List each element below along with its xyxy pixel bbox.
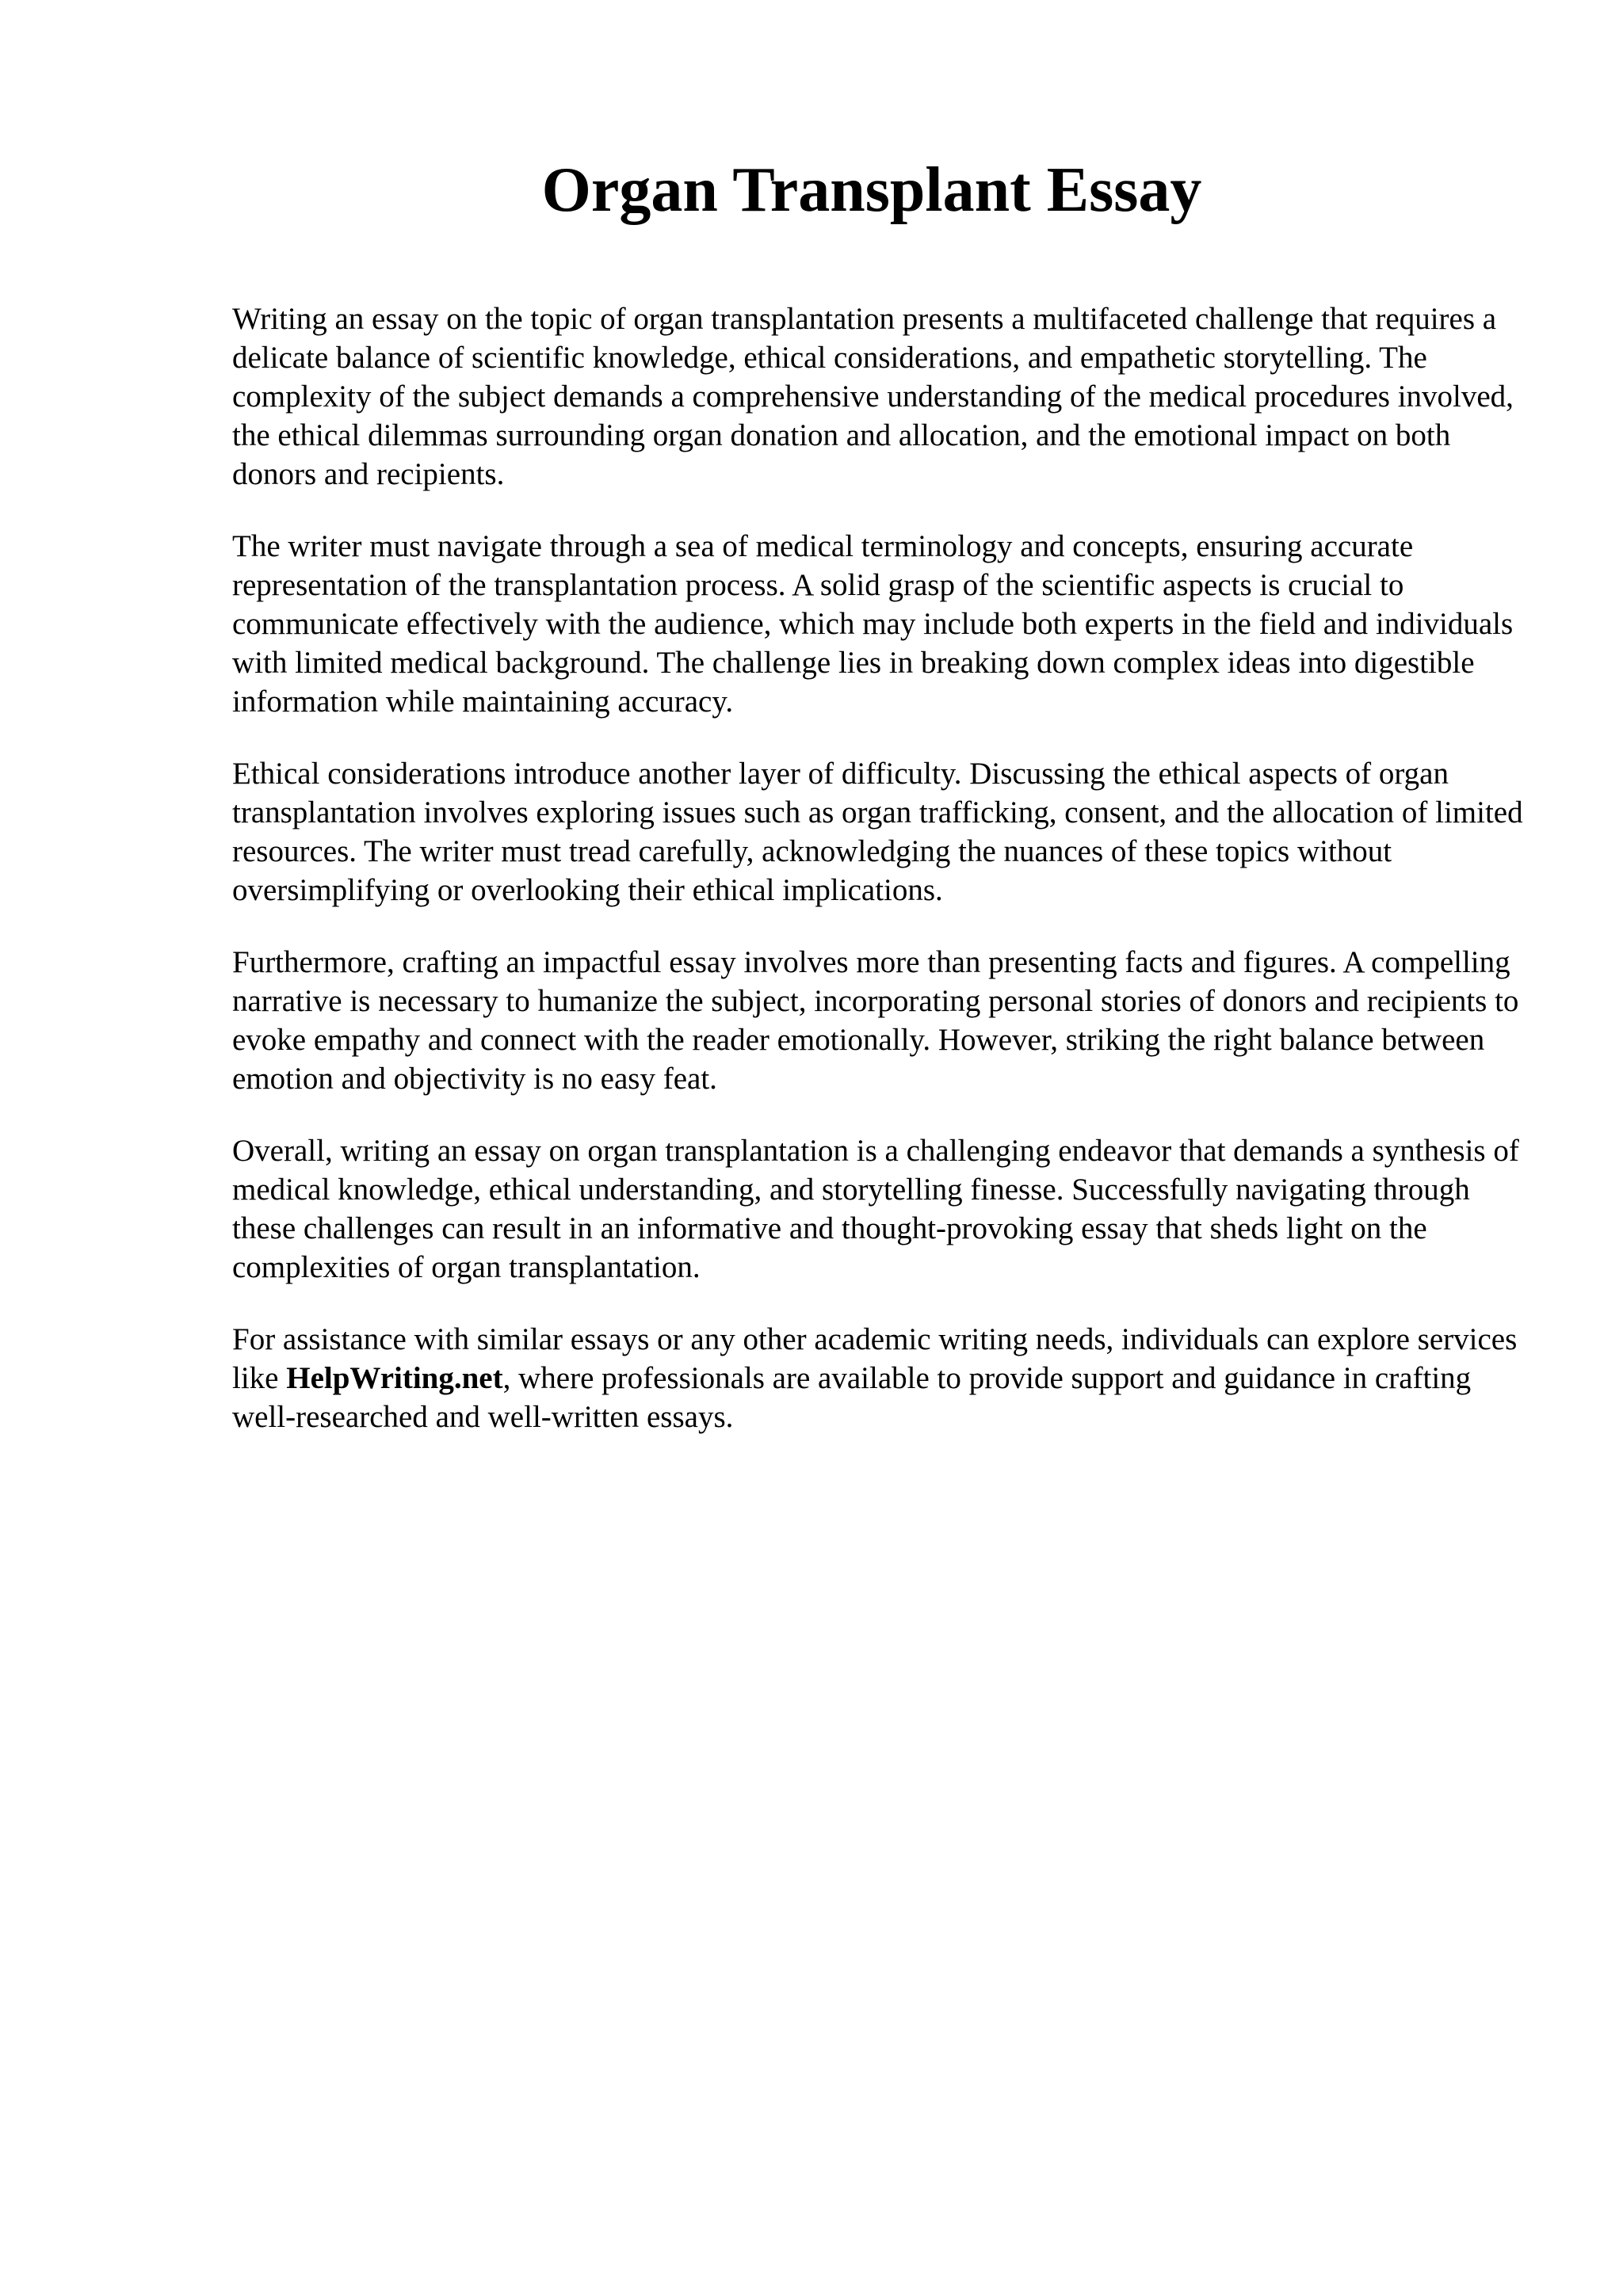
document-body [232, 299, 1540, 1470]
paragraph-2: The writer must navigate through a sea of medical terminology and concepts, ensuring accurate representation of the transplantation process. A solid grasp of the scientific aspects is crucial to communicate effectively with the audience, which may include both experts in the field and individuals with limited medical background. The challenge lies in breaking down complex ideas into digestible information while maintaining accuracy. [232, 529, 1514, 719]
document-title: Organ Transplant Essay [541, 155, 1202, 225]
paragraph-5: Overall, writing an essay on organ transplantation is a challenging endeavor that demands a synthesis of medical knowledge, ethical understanding, and storytelling finesse. Successfully navigating through these challenges can result in an informative and thought-provoking essay that sheds light on the complexities of organ transplantation. [232, 1134, 1519, 1284]
paragraph-3: Ethical considerations introduce another layer of difficulty. Discussing the ethical aspects of organ transplantation involves exploring issues such as organ trafficking, consent, and the allocation of limited resources. The writer must tread carefully, acknowledging the nuances of these topics without oversimplifying or overlooking their ethical implications. [232, 757, 1523, 907]
paragraph-1: Writing an essay on the topic of organ transplantation presents a multifaceted challenge that requires a delicate balance of scientific knowledge, ethical considerations, and empathetic storytelling. The complexity of the subject demands a comprehensive understanding of the medical procedures involved, the ethical dilemmas surrounding organ donation and allocation, and the emotional impact on both donors and recipients. [232, 302, 1514, 491]
brand-name: HelpWriting.net [286, 1361, 503, 1395]
closing-paragraph [232, 1320, 1540, 1436]
closing-text-after: , where professionals are available to provide support and guidance in crafting well-researched and well-written essays. [232, 1361, 1472, 1434]
paragraph-4: Furthermore, crafting an impactful essay involves more than presenting facts and figures. A compelling narrative is necessary to humanize the subject, incorporating personal stories of donors and recipients to evoke empathy and connect with the reader emotionally. However, striking the right balance between emotion and objectivity is no easy feat. [232, 945, 1519, 1096]
closing-text-before: For assistance with similar essays or any other academic writing needs, individuals can explore services like [232, 1322, 1518, 1395]
